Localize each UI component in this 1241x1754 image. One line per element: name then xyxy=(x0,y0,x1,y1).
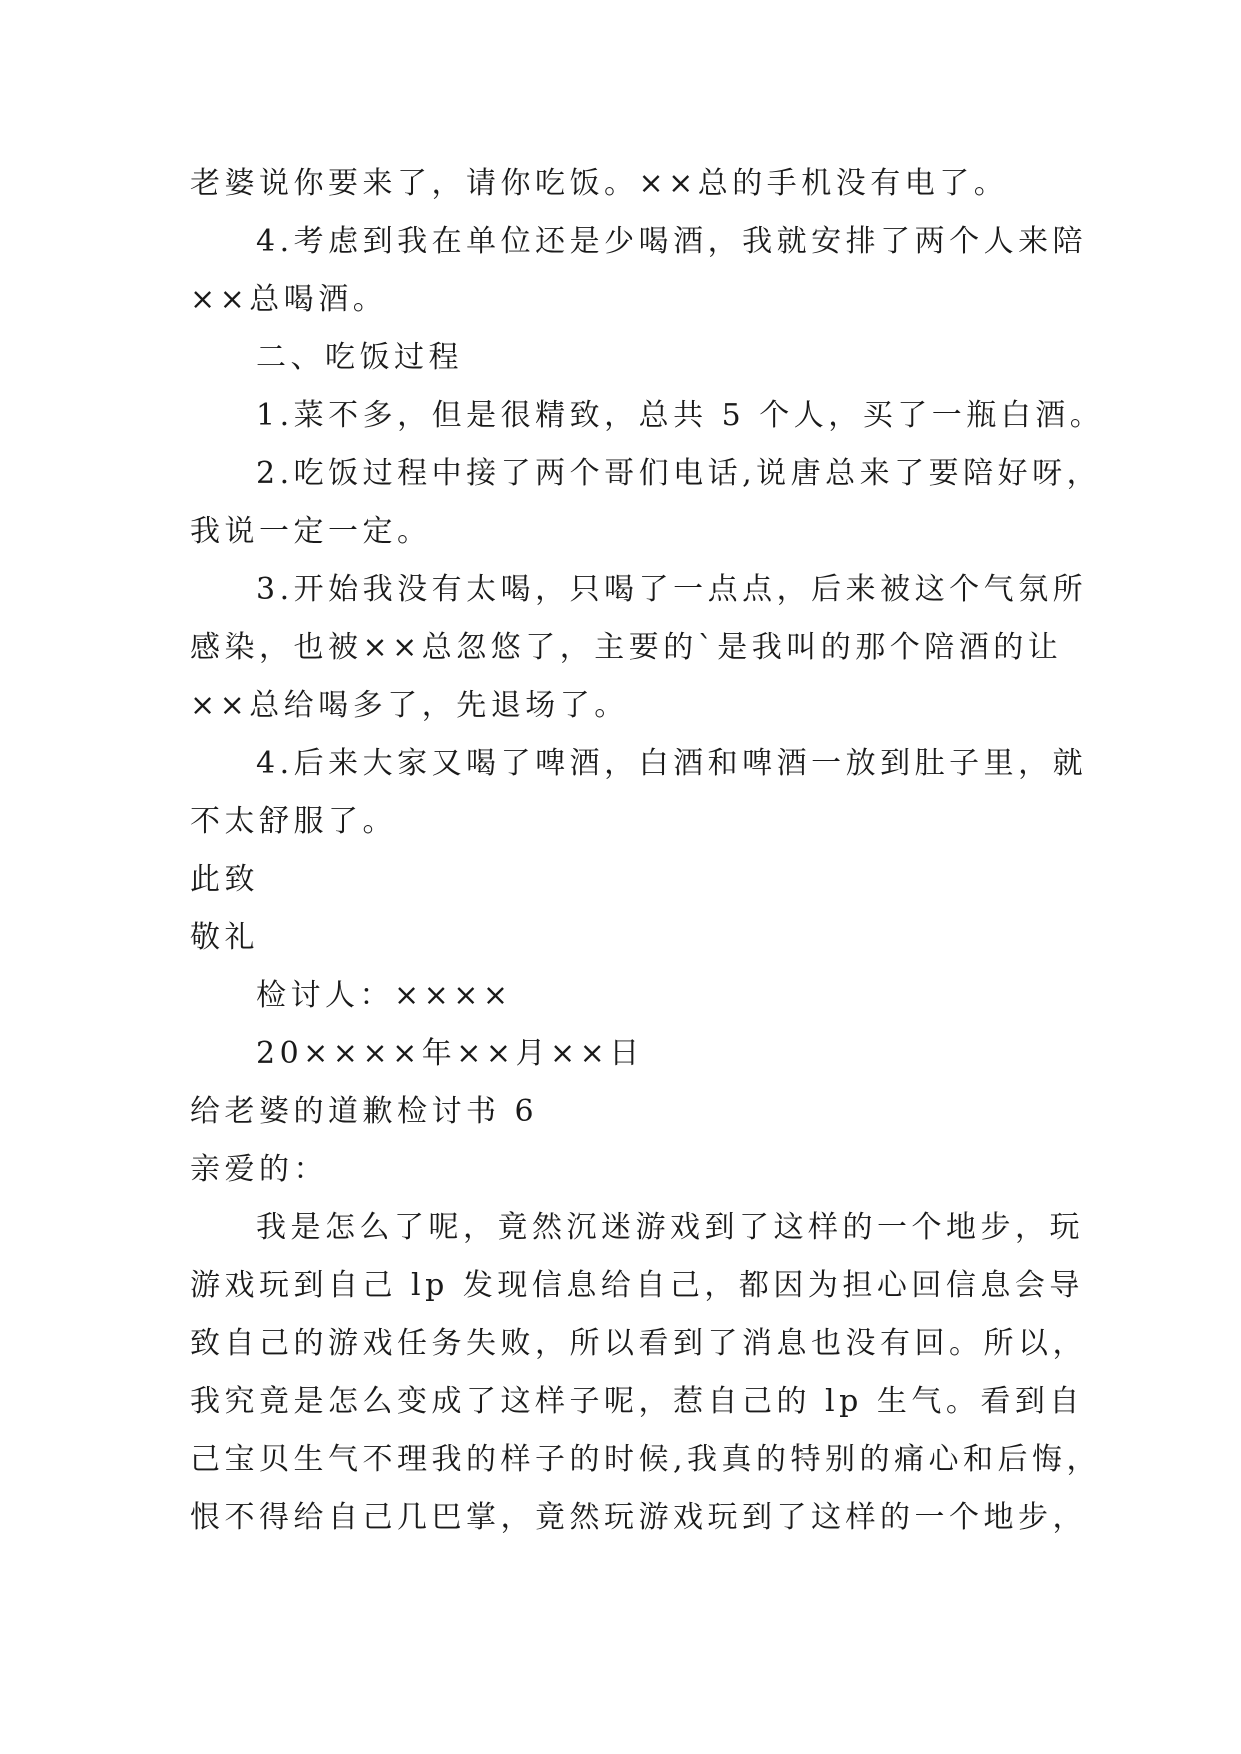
text-line: 1.菜不多，但是很精致，总共 5 个人，买了一瓶白酒。 xyxy=(256,398,1105,433)
text-line: 我是怎么了呢，竟然沉迷游戏到了这样的一个地步，玩 xyxy=(256,1210,1084,1245)
date-line: 20××××年××月××日 xyxy=(256,1036,644,1071)
text-line: 4.考虑到我在单位还是少喝酒，我就安排了两个人来陪 xyxy=(256,224,1088,259)
text-line: 3.开始我没有太喝，只喝了一点点，后来被这个气氛所 xyxy=(256,572,1088,607)
text-line: ××总喝酒。 xyxy=(190,282,388,317)
closing-regards: 敬礼 xyxy=(190,920,259,955)
text-line: 我说一定一定。 xyxy=(190,514,432,549)
document-title: 给老婆的道歉检讨书 6 xyxy=(190,1094,539,1129)
text-line: 感染，也被××总忽悠了，主要的`是我叫的那个陪酒的让 xyxy=(190,630,1063,665)
text-line: 己宝贝生气不理我的样子的时候,我真的特别的痛心和后悔， xyxy=(190,1442,1102,1477)
document-body xyxy=(190,155,1105,1547)
section-heading: 二、吃饭过程 xyxy=(256,340,463,375)
text-line: 我究竟是怎么变成了这样子呢，惹自己的 lp 生气。看到自 xyxy=(190,1384,1084,1419)
text-line: 致自己的游戏任务失败，所以看到了消息也没有回。所以， xyxy=(190,1326,1087,1361)
text-line: 不太舒服了。 xyxy=(190,804,397,839)
greeting: 亲爱的： xyxy=(190,1152,328,1187)
text-line: ××总给喝多了，先退场了。 xyxy=(190,688,629,723)
signature-line: 检讨人：×××× xyxy=(256,978,513,1013)
text-line: 2.吃饭过程中接了两个哥们电话,说唐总来了要陪好呀， xyxy=(256,456,1102,491)
text-line: 4.后来大家又喝了啤酒，白酒和啤酒一放到肚子里，就 xyxy=(256,746,1088,781)
text-line: 恨不得给自己几巴掌，竟然玩游戏玩到了这样的一个地步， xyxy=(190,1500,1087,1535)
text-line: 老婆说你要来了，请你吃饭。××总的手机没有电了。 xyxy=(190,166,1009,201)
text-line: 游戏玩到自己 lp 发现信息给自己，都因为担心回信息会导 xyxy=(190,1268,1084,1303)
closing-salutation: 此致 xyxy=(190,862,259,897)
